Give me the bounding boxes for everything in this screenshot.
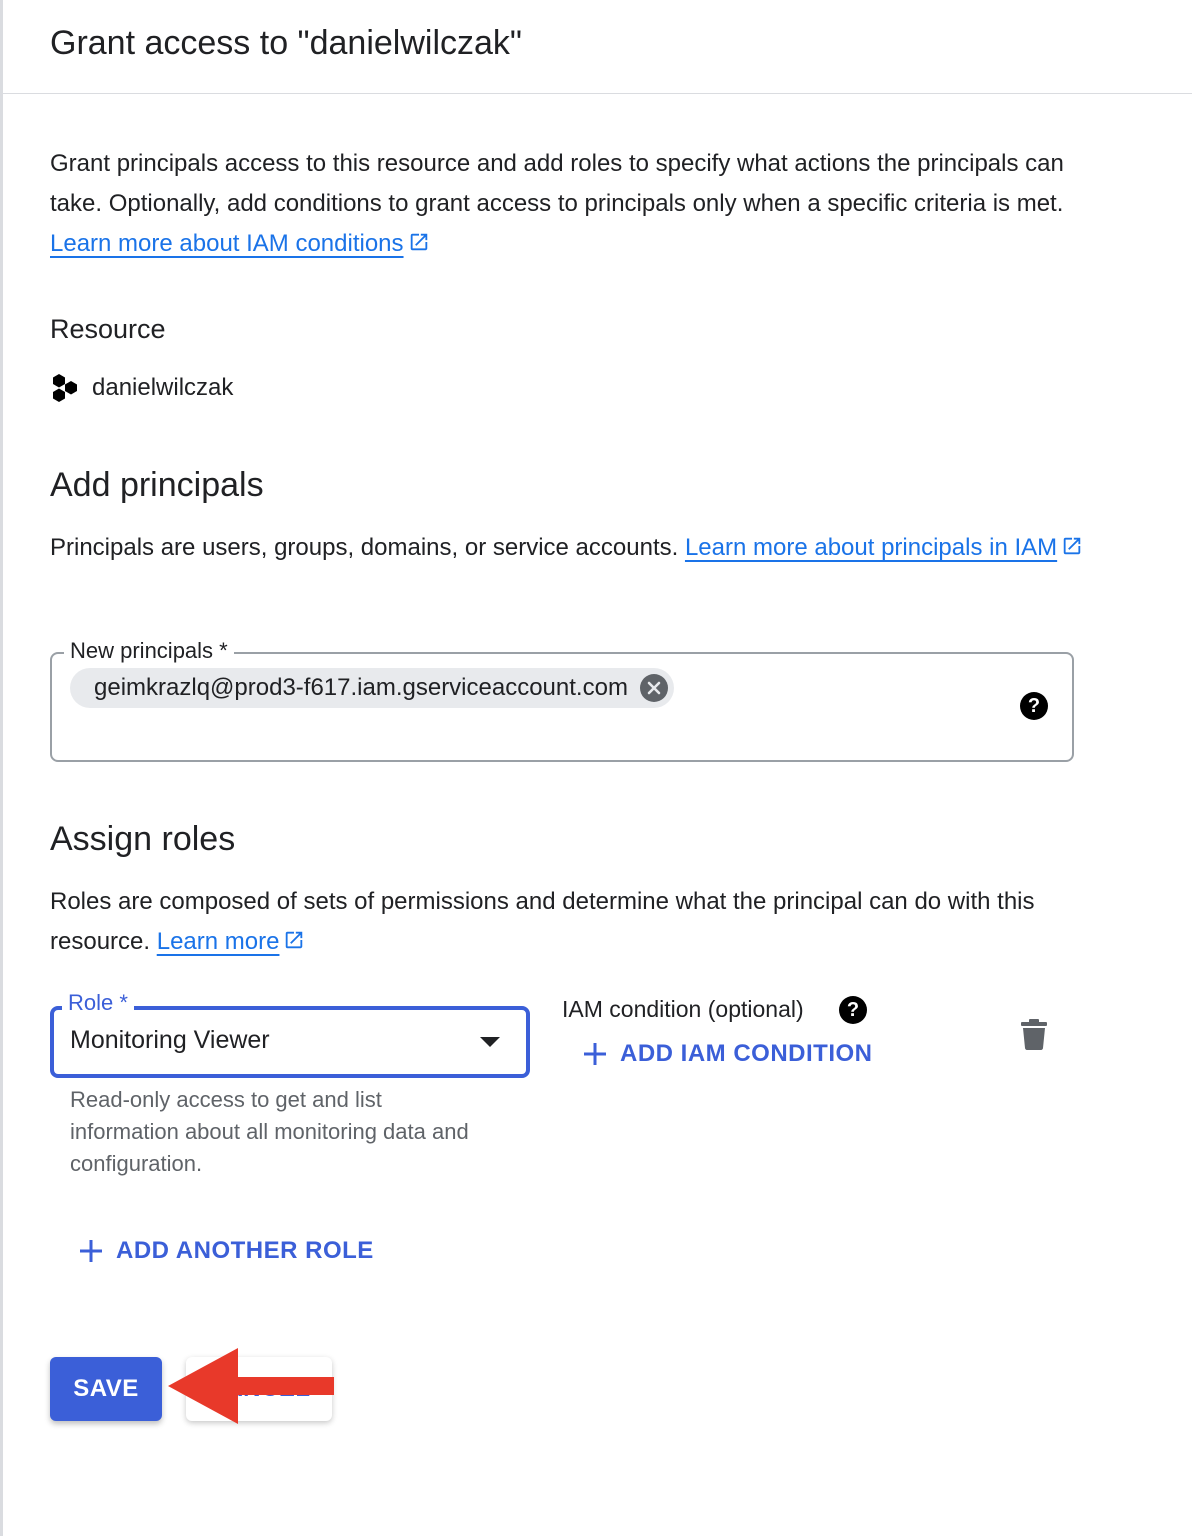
role-label: Role *	[62, 990, 134, 1016]
external-link-icon	[408, 231, 430, 253]
principal-chip-value: geimkrazlq@prod3-f617.iam.gserviceaccount.com	[94, 674, 628, 701]
close-icon	[647, 681, 661, 695]
save-button[interactable]: SAVE	[50, 1357, 162, 1421]
roles-learn-more-link[interactable]: Learn more	[156, 928, 280, 955]
add-another-role-label: ADD ANOTHER ROLE	[116, 1237, 374, 1264]
annotation-arrow-icon	[164, 1346, 340, 1426]
help-icon[interactable]: ?	[1020, 692, 1048, 720]
principal-chip	[70, 668, 674, 708]
resource-row	[50, 370, 233, 406]
new-principals-field[interactable]	[50, 638, 1074, 762]
roles-description: Roles are composed of sets of permissions and determine what the principal can do with this resource.	[50, 888, 1035, 955]
intro-text: Grant principals access to this resource and add roles to specify what actions the principals can take. Optionally, add conditions to grant access to principals only when a specific criteria is met.	[50, 150, 1064, 217]
new-principals-label: New principals *	[64, 638, 234, 664]
iam-condition-label: IAM condition (optional)	[562, 996, 804, 1022]
condition-help-icon[interactable]: ?	[839, 996, 867, 1024]
principals-paragraph	[50, 528, 1090, 568]
remove-principal-button[interactable]	[640, 674, 668, 702]
trash-icon[interactable]	[1020, 1018, 1048, 1050]
assign-roles-heading: Assign roles	[50, 820, 236, 858]
add-another-role-button[interactable]	[78, 1237, 374, 1265]
add-principals-heading: Add principals	[50, 466, 264, 504]
intro-paragraph	[50, 144, 1090, 264]
role-description: Read-only access to get and list information about all monitoring data and configuration.	[70, 1087, 469, 1176]
role-value: Monitoring Viewer	[70, 1026, 270, 1054]
panel-left-border	[0, 0, 3, 1536]
external-link-icon	[283, 929, 305, 951]
resource-name: danielwilczak	[92, 374, 234, 401]
resource-heading: Resource	[50, 314, 166, 344]
external-link-icon	[1061, 535, 1083, 557]
project-hexagon-icon	[50, 373, 80, 403]
iam-conditions-link[interactable]: Learn more about IAM conditions	[50, 230, 404, 257]
plus-icon	[582, 1041, 608, 1067]
add-iam-condition-button[interactable]	[582, 1040, 872, 1068]
plus-icon	[78, 1238, 104, 1264]
roles-paragraph	[50, 882, 1050, 962]
dialog-header	[0, 0, 1192, 94]
role-select[interactable]	[50, 990, 530, 1078]
dialog-title: Grant access to "danielwilczak"	[50, 24, 522, 62]
chevron-down-icon	[480, 1037, 500, 1047]
principals-link[interactable]: Learn more about principals in IAM	[684, 534, 1058, 561]
principals-description: Principals are users, groups, domains, or service accounts.	[50, 534, 679, 561]
add-iam-condition-label: ADD IAM CONDITION	[620, 1040, 873, 1067]
